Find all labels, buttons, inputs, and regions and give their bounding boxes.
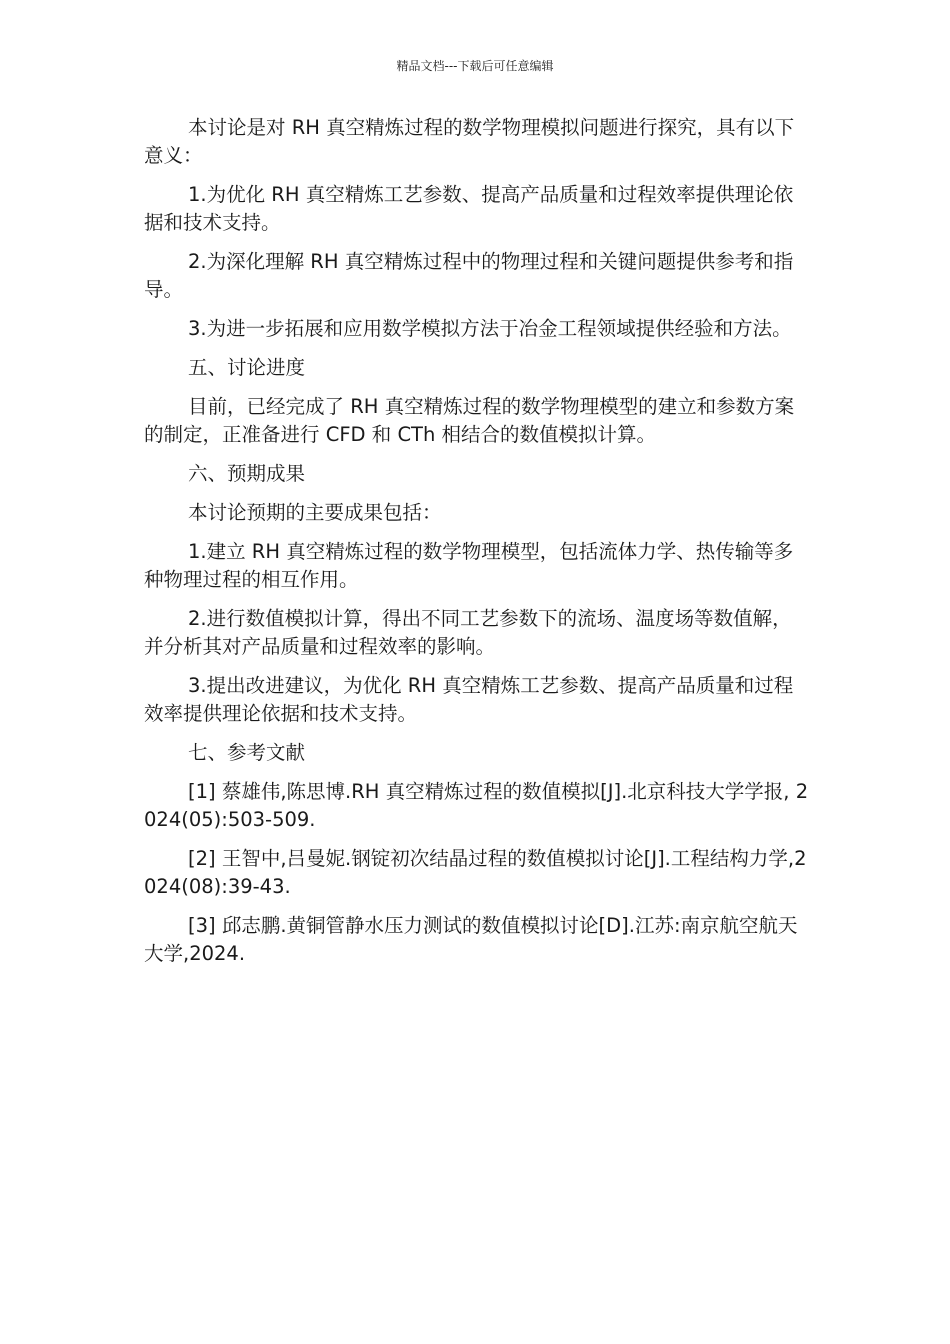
significance-item-3: 3.为进一步拓展和应用数学模拟方法于冶金工程领域提供经验和方法。 xyxy=(188,317,792,340)
page-header: 精品文档---下载后可任意编辑 xyxy=(396,59,554,73)
document-body xyxy=(144,114,810,979)
result-item-1: 1.建立 RH 真空精炼过程的数学物理模型，包括流体力学、热传输等多种物理过程的相互作用。 xyxy=(144,540,794,591)
section-heading-references: 七、参考文献 xyxy=(188,741,306,764)
section-heading-progress: 五、讨论进度 xyxy=(188,356,306,379)
reference-item-1: [1] 蔡雄伟,陈思博.RH 真空精炼过程的数值模拟[J].北京科技大学学报, 2024(05):503-509. xyxy=(144,780,809,831)
results-intro-paragraph: 本讨论预期的主要成果包括： xyxy=(188,501,442,524)
significance-item-2: 2.为深化理解 RH 真空精炼过程中的物理过程和关键问题提供参考和指导。 xyxy=(144,250,794,301)
section-heading-expected-results: 六、预期成果 xyxy=(188,462,306,485)
result-item-3: 3.提出改进建议，为优化 RH 真空精炼工艺参数、提高产品质量和过程效率提供理论依据和技术支持。 xyxy=(144,674,794,725)
significance-item-1: 1.为优化 RH 真空精炼工艺参数、提高产品质量和过程效率提供理论依据和技术支持。 xyxy=(144,183,794,234)
reference-item-2: [2] 王智中,吕曼妮.钢锭初次结晶过程的数值模拟讨论[J].工程结构力学,2024(08):39-43. xyxy=(144,847,807,898)
progress-paragraph: 目前，已经完成了 RH 真空精炼过程的数学物理模型的建立和参数方案的制定，正准备进行 CFD 和 CTh 相结合的数值模拟计算。 xyxy=(144,395,795,446)
intro-paragraph: 本讨论是对 RH 真空精炼过程的数学物理模拟问题进行探究，具有以下意义： xyxy=(144,116,795,167)
result-item-2: 2.进行数值模拟计算，得出不同工艺参数下的流场、温度场等数值解，并分析其对产品质量和过程效率的影响。 xyxy=(144,607,792,658)
reference-item-3: [3] 邱志鹏.黄铜管静水压力测试的数值模拟讨论[D].江苏:南京航空航天大学,2024. xyxy=(144,914,798,965)
